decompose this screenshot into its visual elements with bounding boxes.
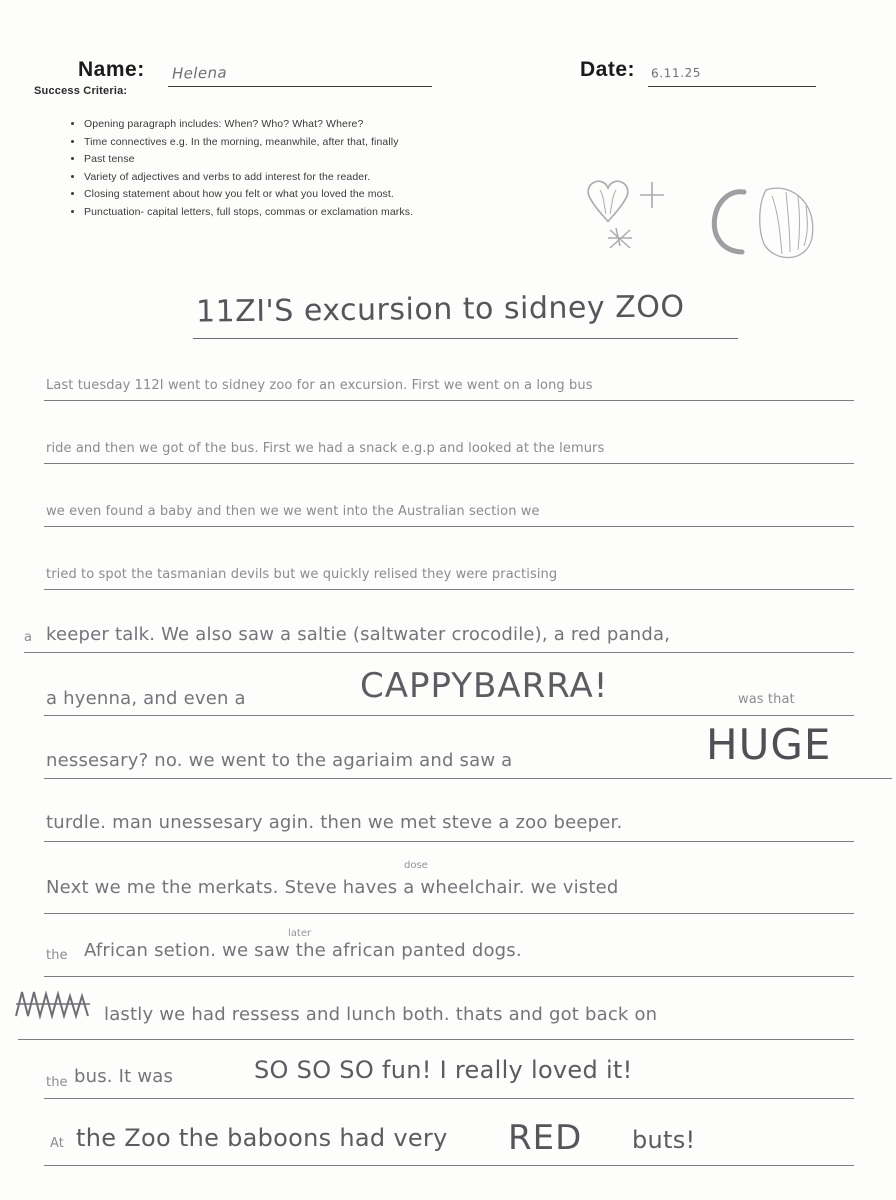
rule-line	[44, 1165, 854, 1166]
body-line-11: lastly we had ressess and lunch both. thats and got back on	[104, 1004, 658, 1025]
criteria-item: • Variety of adjectives and verbs to add interest for the reader.	[84, 169, 644, 187]
heart-doodle	[588, 181, 628, 222]
body-line-13-emphasis: RED	[508, 1118, 583, 1158]
body-line-3: we even found a baby and then we we went into the Australian section we	[46, 504, 540, 519]
criteria-item: • Past tense	[84, 151, 644, 169]
body-line-13: the Zoo the baboons had very	[76, 1124, 448, 1152]
body-line-12-prefix: the	[46, 1075, 68, 1090]
rule-line	[24, 652, 854, 653]
date-value: 6.11.25	[650, 65, 702, 81]
body-line-12-emphasis: SO SO SO fun! I really loved it!	[254, 1056, 633, 1084]
body-line-9-superscript: dose	[404, 860, 428, 871]
date-underline	[648, 86, 816, 87]
rule-line	[44, 589, 854, 590]
body-line-6-suffix: was that	[738, 692, 795, 707]
body-line-7: nessesary? no. we went to the agariaim and saw a	[46, 750, 513, 771]
body-line-8: turdle. man unessesary agin. then we met steve a zoo beeper.	[46, 812, 623, 833]
body-line-9: Next we me the merkats. Steve haves a wheelchair. we visted	[46, 877, 619, 898]
rule-line	[44, 715, 854, 716]
feather-doodle	[760, 188, 813, 257]
date-label: Date:	[580, 58, 636, 81]
body-line-5: keeper talk. We also saw a saltie (saltwater crocodile), a red panda,	[46, 624, 671, 645]
rule-line	[44, 778, 892, 779]
body-line-12: bus. It was	[74, 1066, 174, 1087]
body-line-6-emphasis: CAPPYBARRA!	[360, 666, 609, 706]
criteria-item: • Closing statement about how you felt or what you loved the most.	[84, 186, 644, 204]
rule-line	[44, 841, 854, 842]
doodle-group	[560, 160, 880, 285]
criteria-item: • Time connectives e.g. In the morning, meanwhile, after that, finally	[84, 134, 644, 152]
body-line-5-prefix: a	[24, 630, 33, 645]
body-line-4: tried to spot the tasmanian devils but we quickly relised they were practising	[46, 567, 558, 582]
rule-line	[44, 976, 854, 977]
body-line-10: African setion. we saw the african panted dogs.	[84, 940, 522, 961]
rule-line	[44, 526, 854, 527]
body-line-7-emphasis: HUGE	[706, 720, 832, 769]
body-line-10-superscript: later	[288, 928, 312, 939]
rule-line	[44, 400, 854, 401]
rule-line	[44, 913, 854, 914]
body-line-13-suffix: buts!	[632, 1126, 696, 1154]
name-value: Helena	[171, 63, 228, 83]
title-underline	[193, 338, 738, 339]
body-line-13-prefix: At	[50, 1136, 64, 1151]
criteria-item: • Punctuation- capital letters, full stops, commas or exclamation marks.	[84, 204, 644, 222]
criteria-item: • Opening paragraph includes: When? Who? What? Where?	[84, 116, 644, 134]
rule-line	[18, 1039, 854, 1040]
name-label: Name:	[78, 58, 145, 81]
success-criteria-title: Success Criteria:	[34, 85, 128, 97]
sparkle-doodle	[640, 182, 664, 208]
body-line-10-prefix: the	[46, 948, 68, 963]
rule-line	[44, 1098, 854, 1099]
essay-title: 11ZI'S excursion to sidney ZOO	[195, 289, 685, 330]
rule-line	[44, 463, 854, 464]
star-doodle	[608, 228, 632, 248]
body-line-2: ride and then we got of the bus. First we had a snack e.g.p and looked at the lemurs	[46, 441, 605, 456]
body-line-1: Last tuesday 112I went to sidney zoo for an excursion. First we went on a long bus	[46, 378, 593, 393]
scribble-doodle	[10, 986, 102, 1022]
body-line-6: a hyenna, and even a	[46, 688, 246, 709]
c-letter-doodle	[714, 192, 744, 252]
name-underline	[168, 86, 432, 87]
header	[0, 28, 896, 83]
success-criteria-list	[60, 116, 644, 222]
